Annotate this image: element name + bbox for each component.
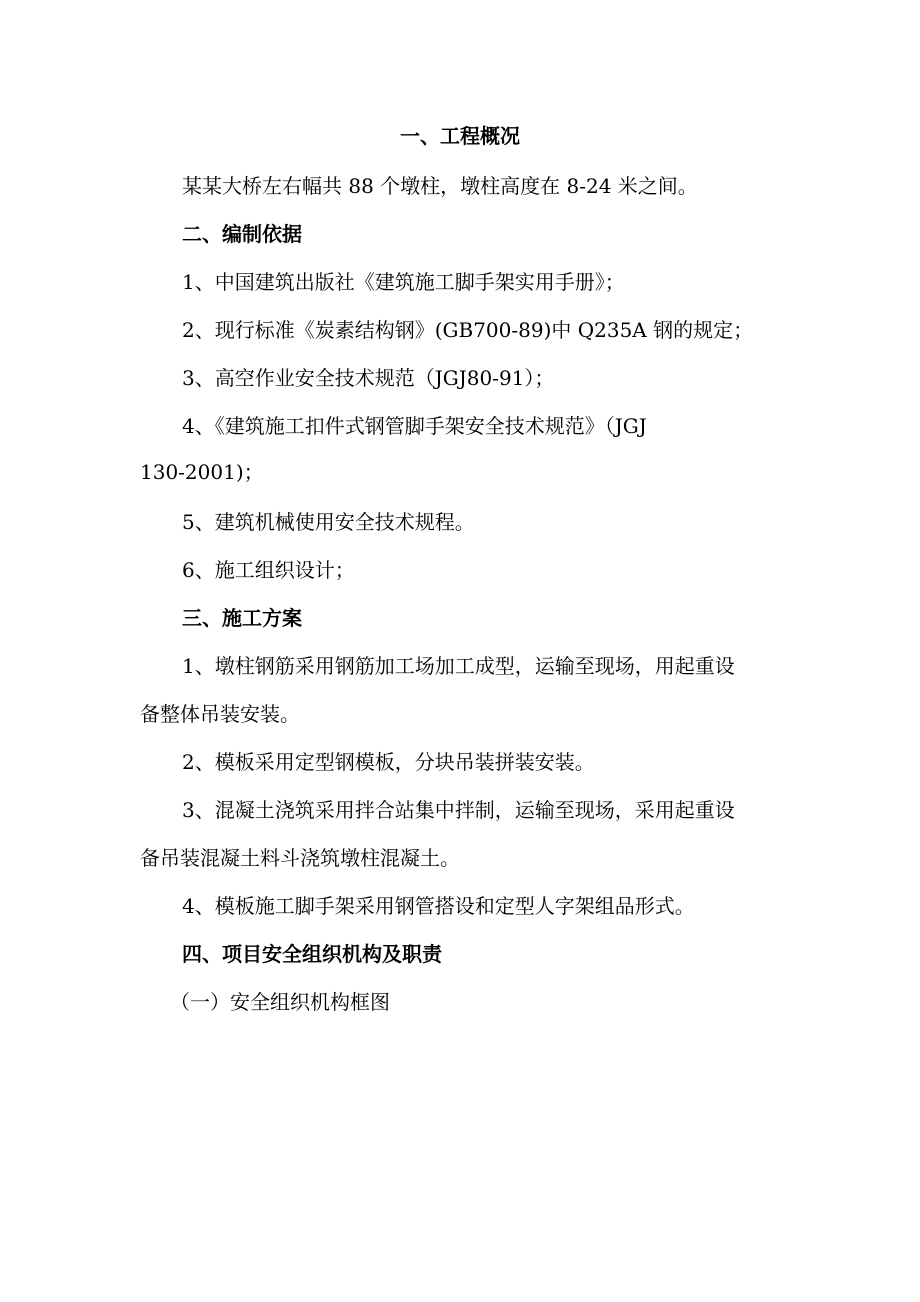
section-heading-overview: 一、工程概况 <box>400 124 520 148</box>
basis-item-3: 3、高空作业安全技术规范（JGJ80-91）； <box>182 366 555 390</box>
subsection-heading-org-chart: （一）安全组织机构框图 <box>170 990 390 1014</box>
section-heading-basis: 二、编制依据 <box>182 222 302 246</box>
plan-item-1-continued: 备整体吊装安装。 <box>140 702 300 726</box>
overview-paragraph: 某某大桥左右幅共 88 个墩柱，墩柱高度在 8-24 米之间。 <box>182 174 698 198</box>
basis-item-5: 5、建筑机械使用安全技术规程。 <box>182 510 475 534</box>
basis-item-4-continued: 130-2001)； <box>140 460 264 484</box>
plan-item-2: 2、模板采用定型钢模板，分块吊装拼装安装。 <box>182 750 595 774</box>
plan-item-1: 1、墩柱钢筋采用钢筋加工场加工成型，运输至现场，用起重设 <box>182 654 735 678</box>
basis-item-4: 4、《建筑施工扣件式钢管脚手架安全技术规范》（JGJ <box>182 414 647 438</box>
plan-item-3-continued: 备吊装混凝土料斗浇筑墩柱混凝土。 <box>140 846 460 870</box>
section-heading-plan: 三、施工方案 <box>182 606 302 630</box>
basis-item-6: 6、施工组织设计； <box>182 558 355 582</box>
basis-item-1: 1、中国建筑出版社《建筑施工脚手架实用手册》； <box>182 270 625 294</box>
plan-item-4: 4、模板施工脚手架采用钢管搭设和定型人字架组品形式。 <box>182 894 695 918</box>
section-heading-safety-organization: 四、项目安全组织机构及职责 <box>182 942 442 966</box>
plan-item-3: 3、混凝土浇筑采用拌合站集中拌制，运输至现场，采用起重设 <box>182 798 735 822</box>
basis-item-2: 2、现行标准《炭素结构钢》(GB700-89)中 Q235A 钢的规定； <box>182 318 754 342</box>
